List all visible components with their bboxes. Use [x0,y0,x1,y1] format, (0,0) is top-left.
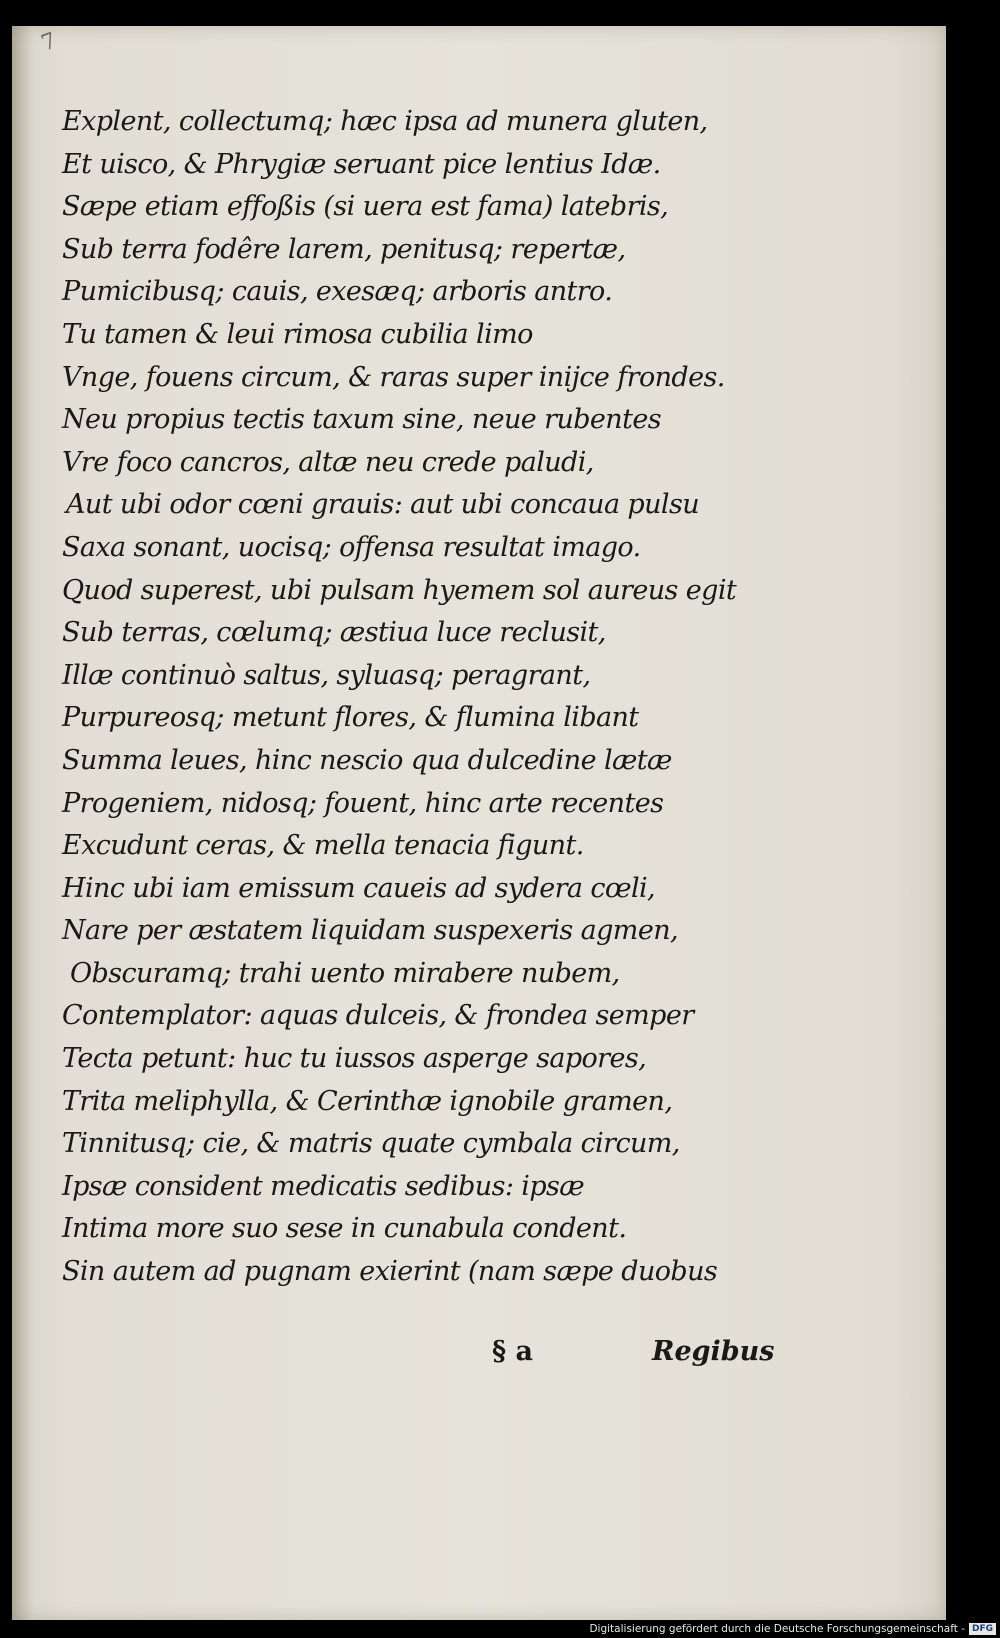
verse-line: Obscuramq; trahi uento mirabere nubem, [70,957,620,989]
verse-line: Vnge, fouens circum, & raras super inijce frondes. [62,361,725,393]
verse-line: Contemplator: aquas dulceis, & frondea semper [62,1000,694,1032]
verse-line: Sub terras, cœlumq; æstiua luce reclusit, [62,617,606,649]
verse-line: Sin autem ad pugnam exierint (nam sæpe duobus [62,1256,718,1288]
verse-line: Quod superest, ubi pulsam hyemem sol aureus egit [62,574,737,606]
verse-line: Tu tamen & leui rimosa cubilia limo [62,318,533,350]
credit-text: Digitalisierung gefördert durch die Deutsche Forschungsgemeinschaft - [589,1623,965,1635]
book-page [12,26,946,1620]
verse-line: Ipsæ consident medicatis sedibus: ipsæ [62,1170,585,1202]
verse-line: Et uisco, & Phrygiæ seruant pice lentius Idæ. [62,148,661,180]
page-footer [62,1336,775,1378]
verse-line: Summa leues, hinc nescio qua dulcedine lætæ [62,744,672,776]
verse-line: Sæpe etiam effoßis (si uera est fama) latebris, [62,191,669,223]
verse-line: Aut ubi odor cœni grauis: aut ubi concaua pulsu [66,489,699,521]
verse-line: Sub terra fodêre larem, penitusq; repertæ, [62,233,626,265]
verse-line: Trita meliphylla, & Cerinthæ ignobile gramen, [62,1085,673,1117]
dfg-logo-icon: DFG [969,1623,996,1635]
verse-line: Explent, collectumq; hæc ipsa ad munera gluten, [62,106,708,137]
verse-line: Illæ continuò saltus, syluasq; peragrant, [62,659,591,691]
verse-line: Saxa sonant, uocisq; offensa resultat imago. [62,531,641,563]
verse-line: Tinnitusq; cie, & matris quate cymbala circum, [62,1128,680,1160]
verse-line: Vre foco cancros, altæ neu crede paludi, [62,446,594,478]
verse-line: Neu propius tectis taxum sine, neue rubentes [62,404,661,436]
corner-mark: 7 [38,28,60,57]
verse-line: Purpureosq; metunt flores, & flumina libant [62,702,639,734]
verse-line: Excudunt ceras, & mella tenacia figunt. [62,830,584,862]
verse-line: Intima more suo sese in cunabula condent. [62,1213,627,1245]
spine-shadow [12,26,34,1620]
verse-line: Nare per æstatem liquidam suspexeris agmen, [62,915,678,947]
signature-mark: § a [492,1336,534,1367]
verse-line: Hinc ubi iam emissum caueis ad sydera cœli, [62,872,656,904]
verse-line: Tecta petunt: huc tu iussos asperge sapores, [62,1043,647,1075]
catchword: Regibus [652,1336,775,1367]
funding-credit [589,1622,996,1636]
verse-block [62,101,762,1294]
verse-line: Pumicibusq; cauis, exesæq; arboris antro. [62,276,613,308]
verse-line: Progeniem, nidosq; fouent, hinc arte recentes [62,787,664,819]
